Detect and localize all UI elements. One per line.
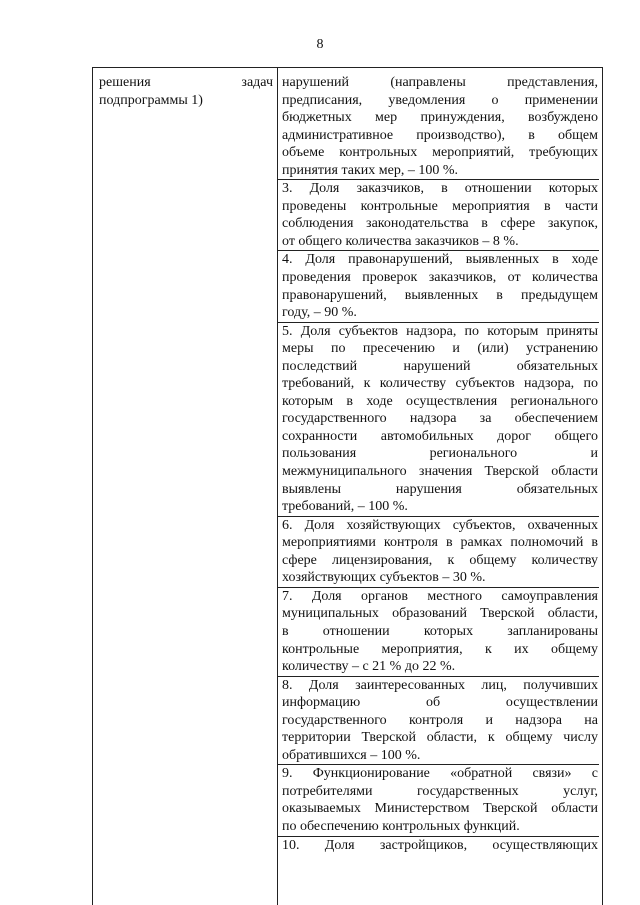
right-column-cell [282, 74, 598, 854]
indicator-line: потребителями государственных услуг, [282, 783, 598, 799]
indicator-line: году, – 90 %. [282, 305, 357, 321]
indicator-line: государственного контроля и надзора на [282, 712, 598, 728]
left-cell-line: подпрограммы 1) [99, 92, 203, 108]
indicator-line: контрольные мероприятия, к их общему [282, 641, 598, 657]
indicator-line: требований, – 100 %. [282, 499, 408, 515]
indicator-item [282, 74, 598, 179]
indicator-item [282, 251, 598, 321]
indicator-line: предписания, уведомления о применении [282, 92, 598, 108]
indicator-line: обратившихся – 100 %. [282, 747, 421, 763]
indicator-line: 10. Доля застройщиков, осуществляющих [282, 837, 598, 853]
indicator-line: проведения проверок заказчиков, от количества [282, 270, 598, 286]
indicator-line: которым в ходе осуществления регионального [282, 393, 598, 409]
indicator-line: 8. Доля заинтересованных лиц, получивших [282, 677, 598, 693]
indicator-item [282, 765, 598, 835]
indicator-line: административное производство), в общем [282, 127, 598, 143]
indicator-item [282, 588, 598, 676]
indicator-line: меры по пресечению и (или) устранению [282, 341, 598, 357]
indicator-line: мероприятиями контроля в рамках полномочий в [282, 535, 598, 551]
indicator-line: государственного надзора за обеспечением [282, 411, 598, 427]
indicator-line: хозяйствующих субъектов – 30 %. [282, 570, 486, 586]
indicator-line: проведены контрольные мероприятия в части [282, 198, 598, 214]
indicator-line: пользования регионального и [282, 446, 598, 462]
indicator-item [282, 180, 598, 250]
indicator-item [282, 677, 598, 765]
indicator-line: 6. Доля хозяйствующих субъектов, охваченных [282, 517, 598, 533]
indicator-line: требований, к количеству субъектов надзора, по [282, 376, 598, 392]
indicator-line: правонарушений, выявленных в предыдущем [282, 287, 598, 303]
indicator-line: 3. Доля заказчиков, в отношении которых [282, 181, 598, 197]
indicator-line: сфере лицензирования, к общему количеству [282, 552, 598, 568]
indicator-item [282, 517, 598, 587]
left-column-cell [99, 74, 273, 109]
indicator-line: соблюдения законодательства в сфере закупок, [282, 216, 598, 232]
indicator-item [282, 323, 598, 516]
indicator-line: сохранности автомобильных дорог общего [282, 428, 598, 444]
indicator-line: принятия таких мер, – 100 %. [282, 162, 458, 178]
indicator-line: оказываемых Министерством Тверской области [282, 801, 598, 817]
indicator-line: выявлены нарушения обязательных [282, 481, 598, 497]
indicator-item [282, 837, 598, 855]
indicator-line: количеству – с 21 % до 22 %. [282, 659, 456, 675]
indicator-line: от общего количества заказчиков – 8 %. [282, 233, 519, 249]
indicator-line: по обеспечению контрольных функций. [282, 818, 520, 834]
indicator-line: объеме контрольных мероприятий, требующих [282, 145, 598, 161]
column-divider [277, 68, 278, 905]
indicator-line: территории Тверской области, к общему числу [282, 730, 598, 746]
indicator-line: нарушений (направлены представления, [282, 75, 598, 90]
indicator-line: бюджетных мер принуждения, возбуждено [282, 110, 598, 126]
document-table [92, 67, 603, 905]
indicator-line: 5. Доля субъектов надзора, по которым приняты [282, 323, 598, 339]
page-number: 8 [316, 37, 324, 52]
indicator-line: в отношении которых запланированы [282, 623, 598, 639]
indicator-line: 7. Доля органов местного самоуправления [282, 588, 598, 604]
indicator-line: информацию об осуществлении [282, 695, 598, 711]
indicator-line: последствий нарушений обязательных [282, 358, 598, 374]
left-cell-line: решения задач [99, 75, 273, 90]
indicator-line: 4. Доля правонарушений, выявленных в ходе [282, 252, 598, 268]
indicator-line: муниципальных образований Тверской области, [282, 606, 598, 622]
indicator-line: межмуниципального значения Тверской области [282, 464, 598, 480]
indicator-line: 9. Функционирование «обратной связи» с [282, 766, 598, 782]
